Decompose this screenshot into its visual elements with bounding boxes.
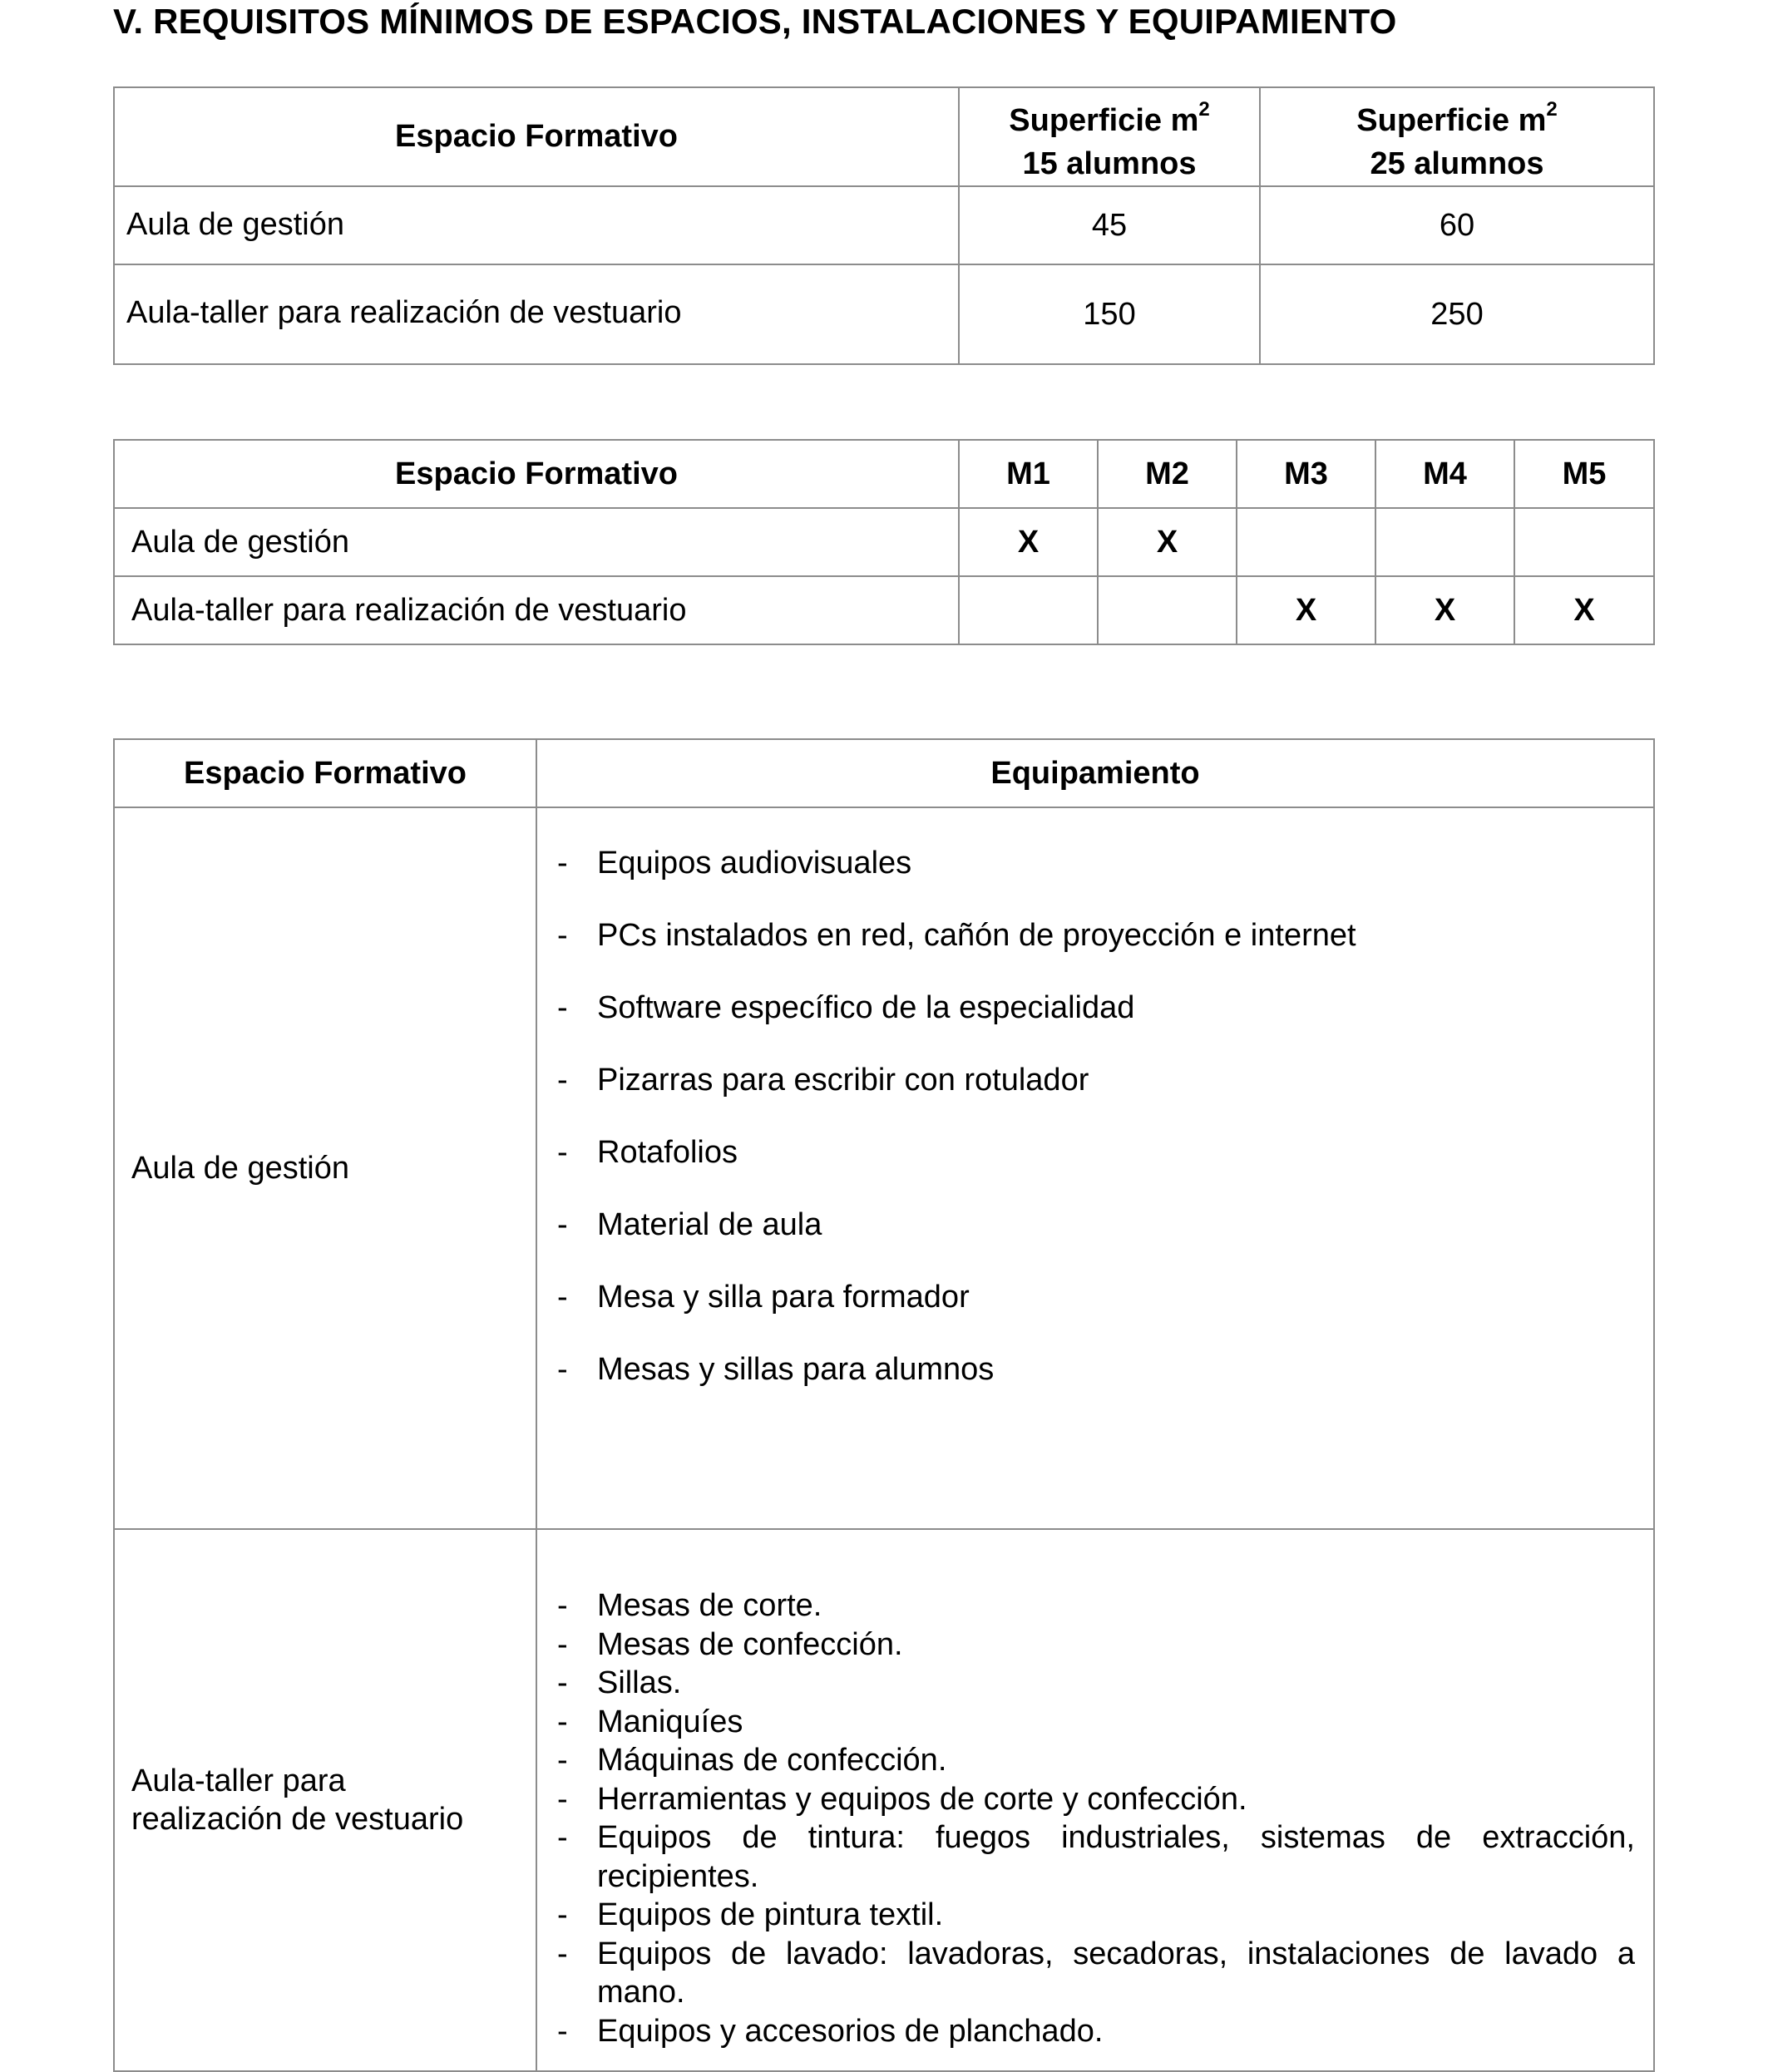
section-heading: V. REQUISITOS MÍNIMOS DE ESPACIOS, INSTALACIONES Y EQUIPAMIENTO [113,2,1397,41]
list-item: - Pizarras para escribir con rotulador [554,1062,1635,1098]
list-item: - Equipos de lavado: lavadoras, secadoras, instalaciones de lavado a mano. [554,1935,1635,2012]
list-item: - Máquinas de confección. [554,1741,1635,1780]
surface-25-cell: 250 [1260,264,1654,364]
space-cell [114,807,536,1529]
module-mark-cell: X [959,508,1098,576]
list-item: - Mesas de corte. [554,1586,1635,1626]
list-item: - Equipos de pintura textil. [554,1896,1635,1935]
module-mark-cell [1098,576,1237,644]
list-item: - Software específico de la especialidad [554,989,1635,1026]
space-cell: Aula-taller para realización de vestuario [114,576,959,644]
list-item: - Mesas de confección. [554,1626,1635,1665]
equipment-list [554,1530,1635,2050]
header-module-m5: M5 [1514,440,1654,508]
header-surface-15-sup: 2 [1198,98,1210,121]
table-header-row [114,87,1654,186]
space-cell [114,1529,536,2071]
header-module-m2: M2 [1098,440,1237,508]
module-mark-cell: X [1375,576,1514,644]
space-label-line1: Aula-taller para [131,1763,346,1798]
module-mark-cell: X [1098,508,1237,576]
equipment-list [554,808,1635,1388]
list-item: - Material de aula [554,1206,1635,1243]
list-item: - Maniquíes [554,1703,1635,1742]
header-surface-25-sup: 2 [1546,98,1558,121]
list-item: - Equipos audiovisuales [554,845,1635,881]
module-mark-cell [1514,508,1654,576]
space-label-line2: realización de vestuario [131,1802,464,1837]
header-space: Espacio Formativo [114,87,959,186]
header-surface-15-students: 15 alumnos [1022,146,1197,181]
surface-15-cell: 45 [959,186,1260,264]
table-row [114,508,1654,576]
header-surface-25 [1260,87,1654,186]
surface-table [113,86,1655,365]
table-header-row [114,739,1654,807]
modules-table [113,439,1655,645]
list-item: - Mesa y silla para formador [554,1279,1635,1315]
list-item: - Rotafolios [554,1134,1635,1171]
surface-15-cell: 150 [959,264,1260,364]
header-module-m3: M3 [1237,440,1375,508]
equipment-table [113,738,1655,2072]
list-item: - PCs instalados en red, cañón de proyección e internet [554,917,1635,954]
table-row [114,264,1654,364]
equipment-cell [536,807,1654,1529]
table-row [114,1529,1654,2071]
list-item: - Mesas y sillas para alumnos [554,1351,1635,1388]
header-space: Espacio Formativo [114,440,959,508]
module-mark-cell: X [1514,576,1654,644]
module-mark-cell [1375,508,1514,576]
module-mark-cell [1237,508,1375,576]
table-header-row [114,440,1654,508]
module-mark-cell [959,576,1098,644]
table-row [114,576,1654,644]
space-cell: Aula de gestión [114,508,959,576]
header-surface-25-label: Superficie m [1356,103,1547,138]
header-module-m1: M1 [959,440,1098,508]
header-equipment: Equipamiento [536,739,1654,807]
space-cell: Aula-taller para realización de vestuario [114,264,959,364]
space-label: Aula de gestión [131,1150,349,1186]
header-surface-15-label: Superficie m [1009,103,1199,138]
header-surface-15 [959,87,1260,186]
list-item: - Equipos de tintura: fuegos industriales, sistemas de extracción, recipientes. [554,1818,1635,1896]
list-item: - Herramientas y equipos de corte y confección. [554,1780,1635,1819]
header-module-m4: M4 [1375,440,1514,508]
header-space: Espacio Formativo [114,739,536,807]
list-item: - Sillas. [554,1664,1635,1703]
table-row [114,186,1654,264]
list-item: - Equipos y accesorios de planchado. [554,2012,1635,2051]
equipment-cell [536,1529,1654,2071]
module-mark-cell: X [1237,576,1375,644]
header-surface-25-students: 25 alumnos [1370,146,1544,181]
space-cell: Aula de gestión [114,186,959,264]
surface-25-cell: 60 [1260,186,1654,264]
table-row [114,807,1654,1529]
